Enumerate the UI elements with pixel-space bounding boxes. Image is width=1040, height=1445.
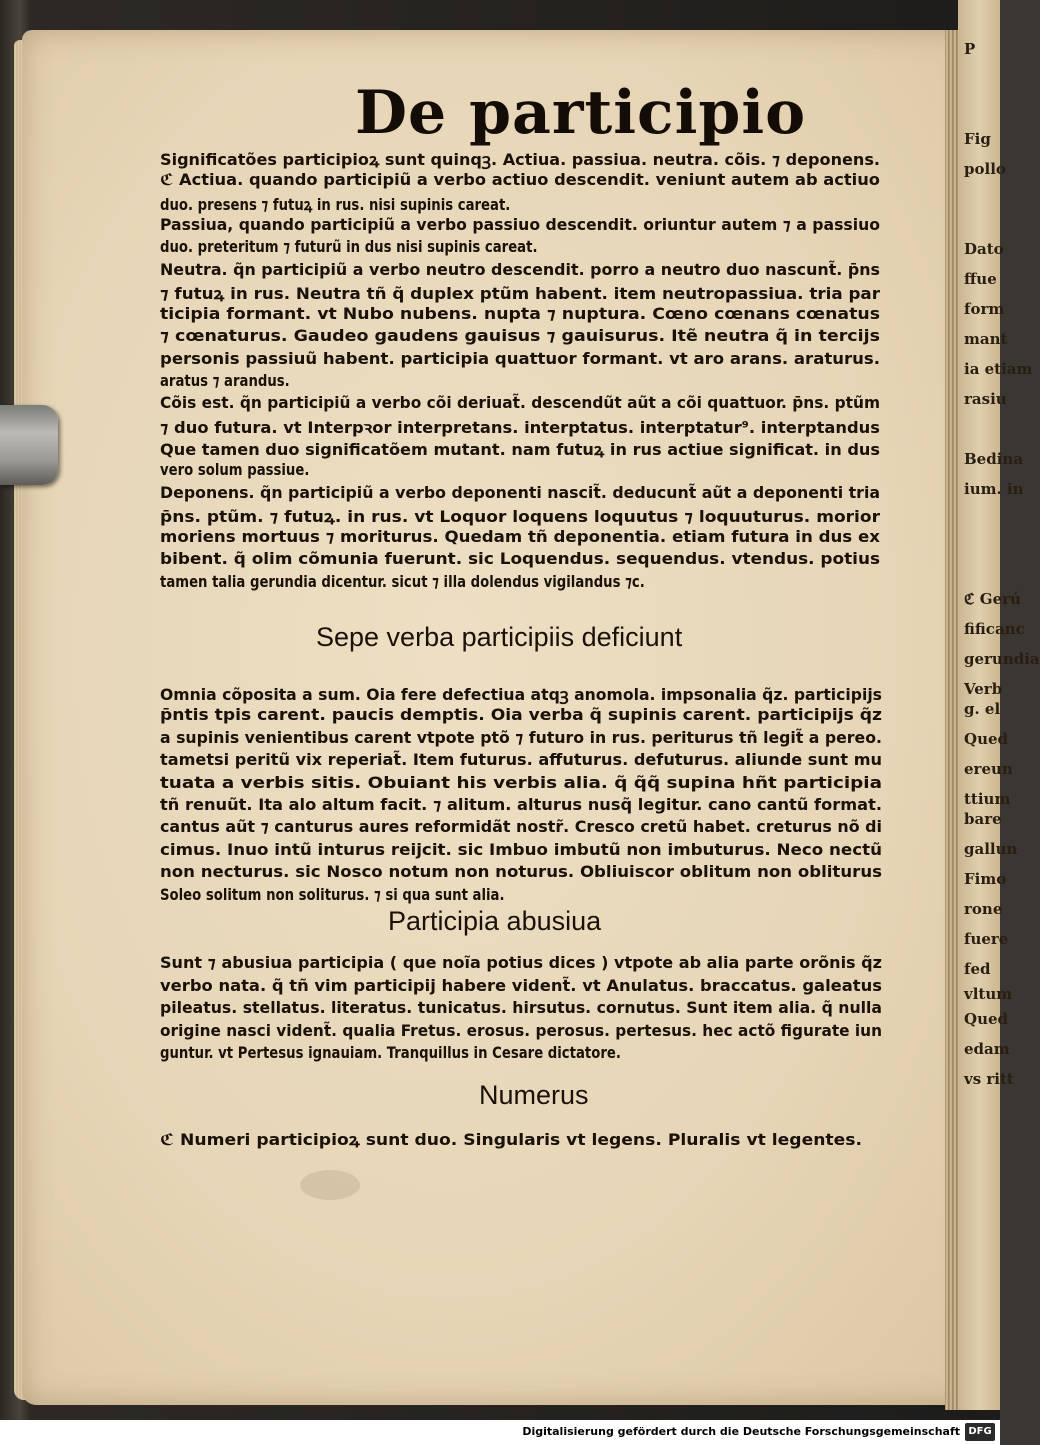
text-line: duo. preteritum ⁊ futurũ in dus nisi supinis careat. [160,237,538,257]
text-line: verbo nata. q̃ tñ vim participij habere vident̃. vt Anulatus. braccatus. galeatus [160,975,882,995]
footer-credit: Digitalisierung gefördert durch die Deutsche Forschungsgemeinschaft [522,1425,960,1438]
page-stain [300,1170,360,1200]
dfg-logo: DFG [965,1423,995,1441]
text-line: tametsi peritũ vix reperiat̃. Item futurus. affuturus. defuturus. aliunde sunt mu [160,750,882,770]
facing-page-fragment: rone [964,900,1003,918]
facing-page-fragment: ffue [964,270,997,288]
text-line: duo. presens ⁊ futuꝝ in rus. nisi supinis careat. [160,194,511,214]
text-line: Deponens. q̃n participiũ a verbo deponenti nascit̃. deducunt̃ aũt a deponenti tria [160,482,880,502]
page-clip [0,405,58,485]
facing-page-fragment: ia etiam [964,360,1033,378]
facing-page-fragment: form [964,300,1005,318]
text-line: origine nasci vident̃. qualia Fretus. erosus. perosus. pertesus. hec actõ figurate iun [160,1020,883,1040]
text-line: ⁊ cœnaturus. Gaudeo gaudens gauisus ⁊ gauisurus. Itẽ neutra q̃ in tercijs [160,326,880,346]
facing-page-fragment: rasiu [964,390,1007,408]
facing-page-fragment: P [964,40,976,58]
text-line: tuata a verbis sitis. Obuiant his verbis alia. q̃ q̃q̃ supina hñt participia [160,772,882,792]
text-line: Significatões participioꝝ sunt quinqꝫ. Actiua. passiua. neutra. cõis. ⁊ deponens. [160,150,880,169]
facing-page-fragment: Verb [964,680,1003,698]
facing-page-fragment: fificanc [964,620,1025,638]
text-line: ⁊ duo futura. vt Interpꝛor interpretans. interptatus. interptatur⁹. interptandus [160,417,880,437]
text-line: ℭ Numeri participioꝝ sunt duo. Singularis vt legens. Pluralis vt legentes. [160,1130,862,1149]
text-line: cimus. Inuo intũ inturus reijcit. sic Imbuo imbutũ non imbuturus. Neco nectũ [160,839,882,859]
text-line: ⁊ futuꝝ in rus. Neutra tñ q̃ duplex ptũm habent. item neutropassiua. tria par [160,283,880,303]
text-line: tñ renuũt. Ita alo altum facit. ⁊ alitum. alturus nusq̃ legitur. cano cantũ format. [160,795,883,814]
facing-page-fragment: gallun [964,840,1018,858]
facing-page-fragment: Qued [964,730,1009,748]
text-line: guntur. vt Pertesus ignauiam. Tranquillus in Cesare dictatore. [160,1043,621,1063]
text-line: pileatus. stellatus. literatus. tunicatus. hirsutus. cornutus. Sunt item alia. q̃ nulla [160,998,882,1018]
facing-page-fragment: bare [964,810,1002,828]
text-line: Soleo solitum non soliturus. ⁊ si qua sunt alia. [160,884,505,904]
text-line: a supinis venientibus carent vtpote ptõ ⁊ futuro in rus. periturus tñ legit̃ a pereo. [160,727,882,747]
text-line: ℭ Actiua. quando participiũ a verbo actiuo descendit. veniunt autem ab actiuo [160,170,880,190]
page-title: De participio [355,78,807,148]
text-line: p̄ntis tpis carent. paucis demptis. Oia verba q̃ supinis carent. participijs q̃z [160,705,882,725]
facing-page-fragment: Fig [964,130,991,148]
facing-page-fragment: vs ritt [964,1070,1014,1088]
facing-page-fragment: Dato [964,240,1004,258]
facing-page-fragment: Fimo [964,870,1007,888]
facing-page-fragment: ttium [964,790,1011,808]
text-line: moriens mortuus ⁊ moriturus. Quedam tñ deponentia. etiam futura in dus ex [160,527,880,547]
text-line: p̄ns. ptũm. ⁊ futuꝝ. in rus. vt Loquor loquens loquutus ⁊ loquuturus. morior [160,506,880,526]
footer-bar [0,1420,1000,1445]
text-line: bibent. q̃ olim cõmunia fuerunt. sic Loquendus. sequendus. vtendus. potius [160,549,880,569]
facing-page-fragment: edam [964,1040,1010,1058]
facing-page-fragment: mant [964,330,1008,348]
facing-page-fragment: vltum [964,985,1013,1003]
section-heading: Sepe verba participiis deficiunt [316,622,683,652]
facing-page [958,0,1040,1410]
text-line: Sunt ⁊ abusiua participia ( que noĩa potius dices ) vtpote ab alia parte orõnis q̃z [160,953,882,972]
facing-page-fragment: Qued [964,1010,1009,1028]
facing-page-fragment: ℭ Gerú [964,590,1021,608]
facing-page-fragment: fed [964,960,991,978]
text-line: Neutra. q̃n participiũ a verbo neutro descendit. porro a neutro duo nascunt̃. p̄ns [160,259,880,279]
facing-page-fragment: ereun [964,760,1013,778]
facing-page-fragment: ium. in [964,480,1024,498]
text-line: Cõis est. q̃n participiũ a verbo cõi deriuat̃. descendũt aũt a cõi quattuor. p̄ns. ptũm [160,393,880,413]
text-line: non necturus. sic Nosco notum non noturus. Obliuiscor oblitum non obliturus [160,862,882,882]
facing-page-fragment: Bedina [964,450,1024,468]
section-heading: Numerus [479,1080,589,1110]
text-line: Que tamen duo significatõem mutant. nam futuꝝ in rus actiue significat. in dus [160,439,880,459]
text-line: Omnia cõposita a sum. Oia fere defectiua atqꝫ anomola. impsonalia q̃z. participijs [160,685,882,704]
text-line: personis passiuũ habent. participia quattuor formant. vt aro arans. araturus. [160,348,880,368]
text-line: Passiua, quando participiũ a verbo passiuo descendit. oriuntur autem ⁊ a passiuo [160,214,880,234]
section-heading: Participia abusiua [388,906,602,936]
text-line: cantus aũt ⁊ canturus aures reformidãt nostr̃. Cresco cretũ habet. creturus nõ di [160,817,882,837]
text-line: aratus ⁊ arandus. [160,371,290,390]
facing-page-fragment: fuere [964,930,1009,948]
facing-page-fragment: gerundia [964,650,1040,668]
text-line: ticipia formant. vt Nubo nubens. nupta ⁊ nuptura. Cœno cœnans cœnatus [160,304,880,324]
facing-page-fragment: pollo [964,160,1006,178]
facing-page-fragment: g. el [964,700,1001,718]
text-line: tamen talia gerundia dicentur. sicut ⁊ illa dolendus vigilandus ⁊c. [160,571,645,591]
text-line: vero solum passiue. [160,460,310,480]
